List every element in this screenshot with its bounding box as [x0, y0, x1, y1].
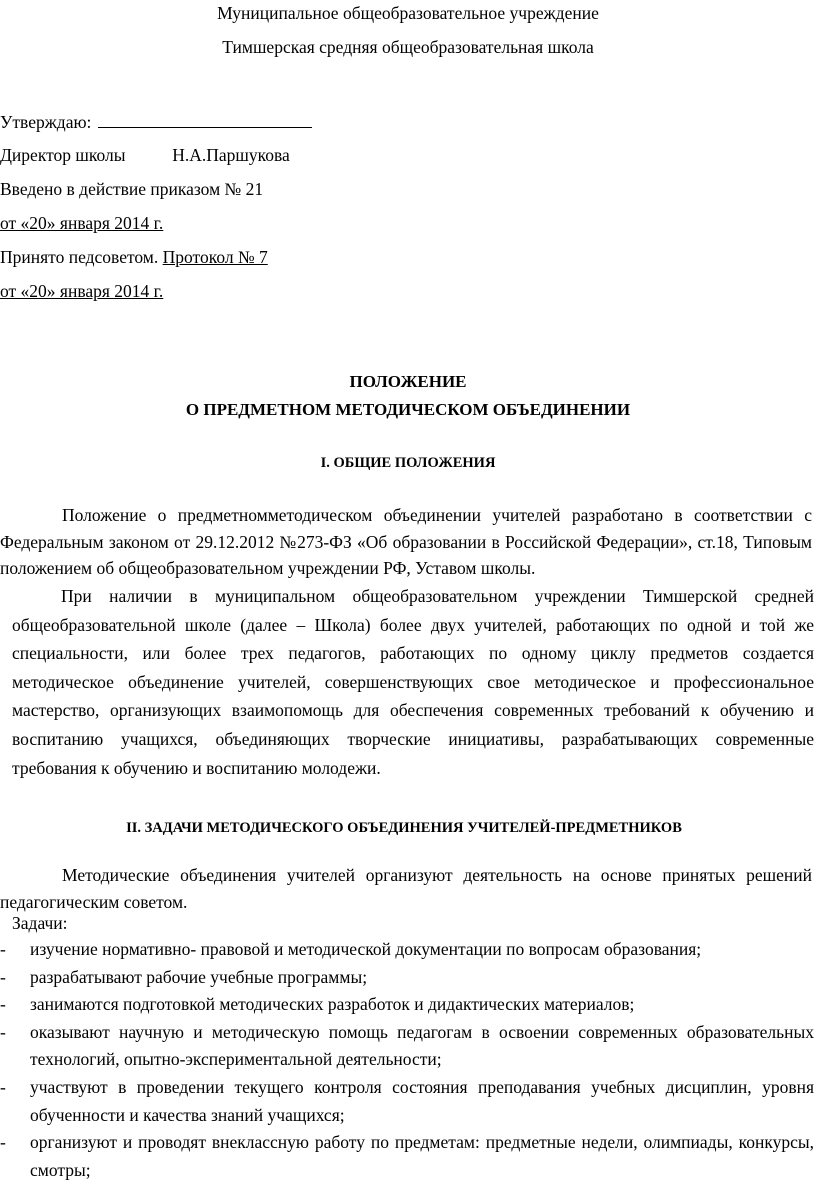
- section-2-paragraph-1: Методические объединения учителей организуют деятельность на основе принятых решений педагогическим советом.: [0, 865, 812, 912]
- approve-label: Утверждаю:: [0, 112, 92, 132]
- list-item-text: организуют и проводят внеклассную работу по предметам: предметные недели, олимпиады, конкурсы, смотры;: [30, 1132, 814, 1180]
- director-label: Директор школы: [0, 145, 126, 165]
- list-dash: -: [0, 1132, 6, 1153]
- section-2-heading: II. ЗАДАЧИ МЕТОДИЧЕСКОГО ОБЪЕДИНЕНИЯ УЧИТЕЛЕЙ-ПРЕДМЕТНИКОВ: [126, 820, 682, 836]
- council-line: [0, 247, 268, 268]
- council-date: от «20» января 2014 г.: [0, 281, 164, 301]
- list-item-text: разрабатывают рабочие учебные программы;: [30, 966, 368, 987]
- list-item-text: оказывают научную и методическую помощь педагогам в освоении современных образовательных технологий, опытно-экспериментальной деятельности;: [30, 1021, 814, 1070]
- list-item: [0, 991, 814, 1019]
- section-1-heading: I. ОБЩИЕ ПОЛОЖЕНИЯ: [320, 455, 496, 471]
- tasks-label: Задачи:: [12, 913, 68, 933]
- list-dash: -: [0, 939, 6, 959]
- list-item: [0, 936, 814, 964]
- list-dash: -: [0, 994, 6, 1015]
- list-item: [0, 964, 814, 992]
- document-title: ПОЛОЖЕНИЕ: [349, 372, 467, 391]
- institution-line-1: Муниципальное общеобразовательное учреждение: [217, 3, 599, 23]
- order-date: от «20» января 2014 г.: [0, 213, 164, 233]
- tasks-list: [0, 936, 814, 1184]
- document-subtitle: О ПРЕДМЕТНОМ МЕТОДИЧЕСКОМ ОБЪЕДИНЕНИИ: [185, 400, 631, 419]
- list-item: [0, 1129, 814, 1184]
- council-protocol: Протокол № 7: [162, 247, 268, 267]
- list-item: [0, 1074, 814, 1129]
- section-1-paragraph-1: Положение о предметномметодическом объединении учителей разработано в соответствии с Федеральным законом от 29.12.2012 №273-ФЗ «Об образовании в Российской Федерации», ст.18, Типовым положением об общеобразовательном учреждении РФ, Уставом школы.: [0, 505, 812, 578]
- signature-line: [98, 110, 312, 128]
- list-item-text: участвуют в проведении текущего контроля состояния преподавания учебных дисциплин, уровня обученности и качества знаний учащихся;: [30, 1076, 814, 1125]
- list-item-text: занимаются подготовкой методических разработок и дидактических материалов;: [30, 994, 635, 1015]
- list-item: [0, 1019, 814, 1074]
- director-name: Н.А.Паршукова: [172, 145, 290, 165]
- list-dash: -: [0, 1021, 6, 1042]
- order-text: Введено в действие приказом № 21: [0, 179, 264, 199]
- section-1-paragraph-2: При наличии в муниципальном общеобразовательном учреждении Тимшерской средней общеобразовательной школе (далее – Школа) более двух учителей, работающих по одной и той же специальности, или более трех педагогов, работающих по одному циклу предметов создается методическое объединение учителей, совершенствующих свое методическое и профессиональное мастерство, организующих взаимопомощь для обеспечения современных требований к обучению и воспитанию учащихся, объединяющих творческие инициативы, разрабатывающих современные требования к обучению и воспитанию молодежи.: [12, 586, 814, 778]
- director-line: [0, 145, 290, 166]
- council-text: Принято педсоветом.: [0, 247, 159, 267]
- list-item-text: изучение нормативно- правовой и методической документации по вопросам образования;: [30, 939, 702, 959]
- list-dash: -: [0, 966, 6, 987]
- list-dash: -: [0, 1076, 6, 1097]
- approve-line: [0, 110, 312, 133]
- institution-line-2: Тимшерская средняя общеобразовательная школа: [222, 37, 594, 57]
